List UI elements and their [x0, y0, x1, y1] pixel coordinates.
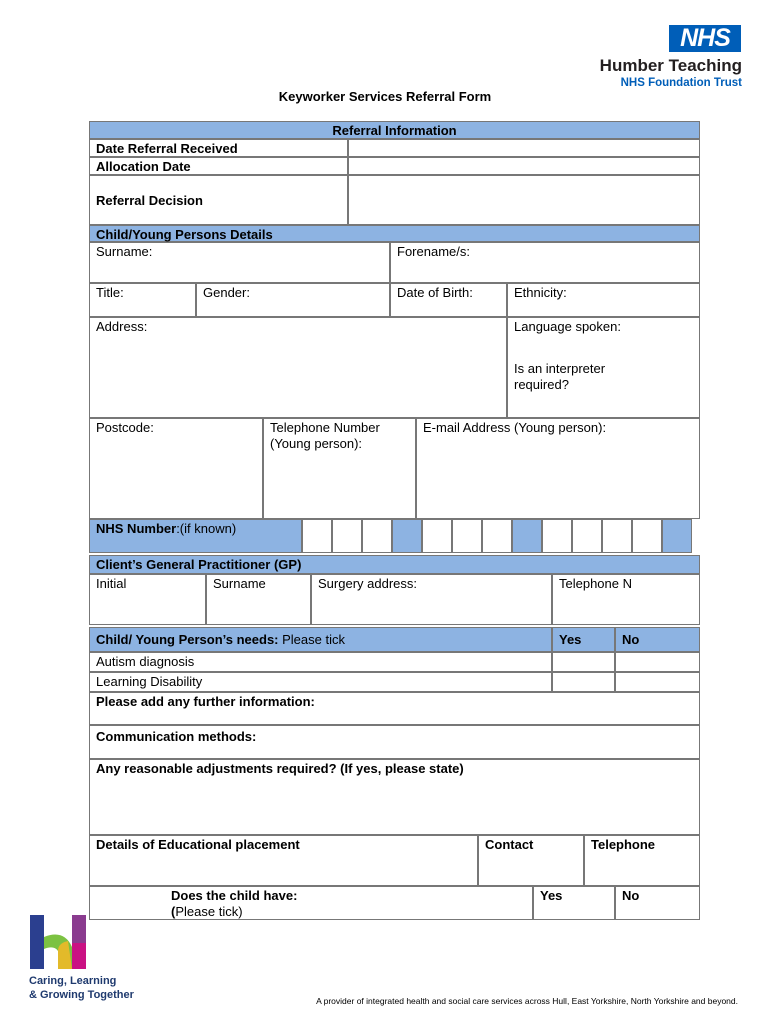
page-title: Keyworker Services Referral Form	[278, 89, 492, 104]
needs-row-label: Learning Disability	[89, 672, 552, 692]
gp-telephone-field[interactable]	[552, 574, 700, 625]
communication-label: Communication methods:	[96, 729, 257, 744]
forenames-field[interactable]	[390, 242, 700, 283]
autism-no-checkbox[interactable]	[615, 652, 700, 672]
gp-surgery-field[interactable]	[311, 574, 552, 625]
adjustments-field[interactable]	[89, 759, 700, 835]
date-received-field[interactable]	[348, 139, 700, 157]
gender-label: Gender:	[203, 285, 250, 300]
forenames-label: Forename/s:	[397, 244, 470, 259]
nhs-digit-box[interactable]	[572, 519, 602, 553]
nhs-digit-box[interactable]	[332, 519, 362, 553]
telephone-field[interactable]	[263, 418, 416, 519]
contact-label: Contact	[485, 837, 534, 852]
date-received-label: Date Referral Received	[89, 139, 348, 157]
gp-surname-field[interactable]	[206, 574, 311, 625]
nhs-digit-box[interactable]	[542, 519, 572, 553]
footer-text: A provider of integrated health and social care services across Hull, East Yorkshire, North Yorkshire and beyond.	[316, 996, 738, 1006]
gender-field[interactable]	[196, 283, 390, 317]
needs-row-label: Autism diagnosis	[89, 652, 552, 672]
surname-field[interactable]	[89, 242, 390, 283]
referral-decision-label: Referral Decision	[89, 175, 348, 225]
ld-no-checkbox[interactable]	[615, 672, 700, 692]
address-label: Address:	[96, 319, 148, 334]
further-info-field[interactable]	[89, 692, 700, 725]
placement-telephone-label: Telephone	[591, 837, 656, 852]
gp-initial-field[interactable]	[89, 574, 206, 625]
ld-yes-checkbox[interactable]	[552, 672, 615, 692]
nhs-digit-box[interactable]	[422, 519, 452, 553]
gp-surname-label: Surname	[213, 576, 266, 591]
communication-field[interactable]	[89, 725, 700, 759]
nhs-logo: NHS	[669, 25, 741, 52]
child-have-no[interactable]	[615, 886, 700, 920]
dob-label: Date of Birth:	[397, 285, 473, 300]
referral-info-heading: Referral Information	[89, 121, 700, 139]
allocation-date-label: Allocation Date	[89, 157, 348, 175]
placement-label: Details of Educational placement	[96, 837, 300, 852]
email-label: E-mail Address (Young person):	[423, 420, 607, 435]
autism-yes-checkbox[interactable]	[552, 652, 615, 672]
needs-no-heading: No	[615, 627, 700, 652]
postcode-label: Postcode:	[96, 420, 154, 435]
child-have-no-label: No	[622, 888, 640, 903]
nhs-digit-box[interactable]	[632, 519, 662, 553]
surname-label: Surname:	[96, 244, 153, 259]
title-label: Title:	[96, 285, 124, 300]
nhs-digit-separator	[662, 519, 692, 553]
does-child-have-label: Does the child have: (Please tick)	[89, 886, 533, 920]
nhs-digit-separator	[512, 519, 542, 553]
child-details-heading: Child/Young Persons Details	[89, 225, 700, 242]
child-have-yes[interactable]	[533, 886, 615, 920]
org-subtitle: NHS Foundation Trust	[620, 77, 742, 89]
nhs-digit-box[interactable]	[362, 519, 392, 553]
contact-field[interactable]	[478, 835, 584, 886]
placement-field[interactable]	[89, 835, 478, 886]
interpreter-label: Is an interpreter required?	[514, 361, 606, 392]
postcode-field[interactable]	[89, 418, 263, 519]
language-label: Language spoken:	[514, 319, 621, 334]
tagline: Caring, Learning & Growing Together	[29, 975, 134, 1001]
telephone-label: Telephone Number (Young person):	[270, 420, 380, 451]
dob-field[interactable]	[390, 283, 507, 317]
allocation-date-field[interactable]	[348, 157, 700, 175]
nhs-digit-separator	[392, 519, 422, 553]
gp-telephone-label: Telephone N	[559, 576, 632, 591]
needs-heading: Child/ Young Person’s needs: Please tick	[89, 627, 552, 652]
gp-surgery-label: Surgery address:	[318, 576, 417, 591]
further-info-label: Please add any further information:	[96, 694, 315, 709]
org-name: Humber Teaching	[599, 56, 742, 75]
placement-telephone-field[interactable]	[584, 835, 700, 886]
ethnicity-field[interactable]	[507, 283, 700, 317]
adjustments-label: Any reasonable adjustments required? (If yes, please state)	[96, 761, 464, 776]
child-have-yes-label: Yes	[540, 888, 563, 903]
nhs-digit-box[interactable]	[602, 519, 632, 553]
gp-heading: Client’s General Practitioner (GP)	[89, 555, 700, 574]
nhs-number-label: NHS Number:(if known)	[89, 519, 302, 553]
needs-yes-heading: Yes	[552, 627, 615, 652]
ethnicity-label: Ethnicity:	[514, 285, 567, 300]
nhs-digit-box[interactable]	[452, 519, 482, 553]
email-field[interactable]	[416, 418, 700, 519]
title-field[interactable]	[89, 283, 196, 317]
referral-decision-field[interactable]	[348, 175, 700, 225]
gp-initial-label: Initial	[96, 576, 127, 591]
language-field[interactable]	[507, 317, 700, 418]
address-field[interactable]	[89, 317, 507, 418]
humber-h-logo	[28, 913, 88, 971]
nhs-digit-box[interactable]	[302, 519, 332, 553]
nhs-digit-box[interactable]	[482, 519, 512, 553]
